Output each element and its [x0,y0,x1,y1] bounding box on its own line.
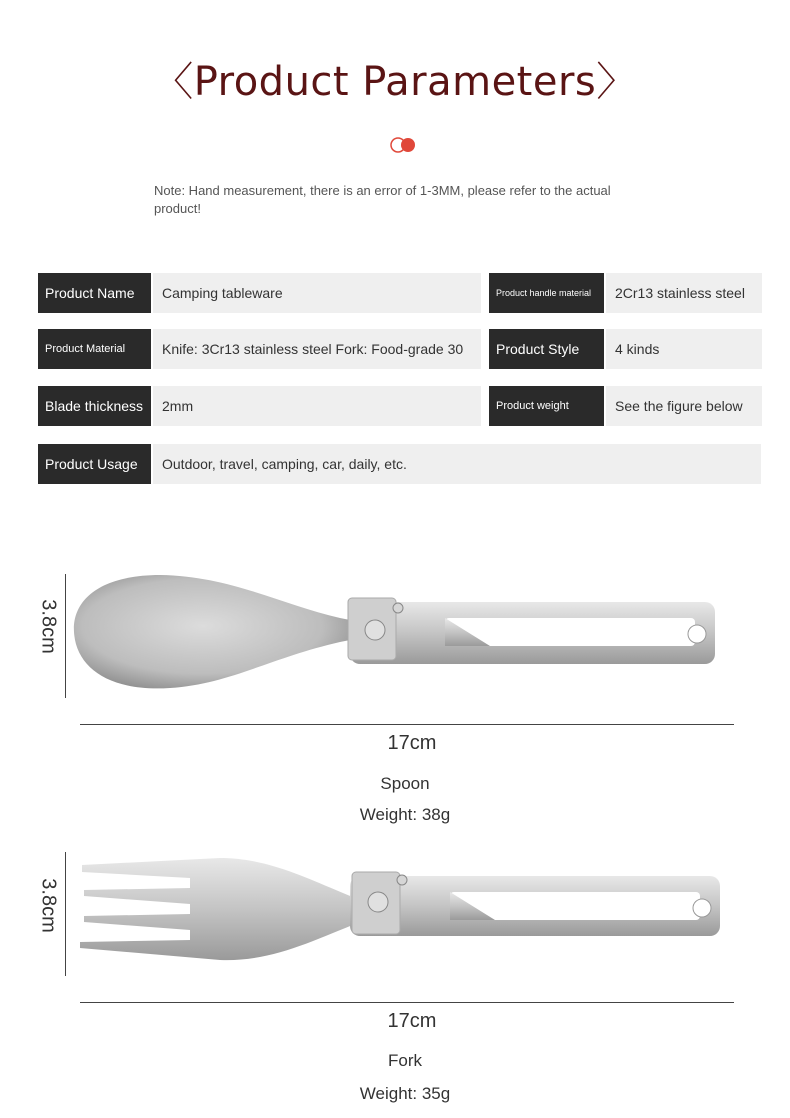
spoon-image [70,570,730,700]
spoon-weight: Weight: 38g [359,805,451,824]
value-product-style: 4 kinds [606,329,762,369]
label-product-material: Product Material [38,329,151,369]
value-product-usage: Outdoor, travel, camping, car, daily, etc. [153,444,761,484]
label-product-weight: Product weight [489,386,604,426]
fork-height-line [65,852,66,976]
spoon-length-line [80,724,734,725]
param-row-product-usage [38,444,761,484]
spoon-height-line [65,574,66,698]
param-row-product-weight [489,386,762,426]
param-row-blade-thickness [38,386,481,426]
value-handle-material: 2Cr13 stainless steel [606,273,762,313]
label-product-usage: Product Usage [38,444,151,484]
fork-image [70,850,730,970]
param-row-product-name [38,273,481,313]
spoon-height-label: 3.8cm [37,599,60,654]
fork-name: Fork [388,1051,422,1070]
spoon-length-label: 17cm [387,732,437,754]
value-blade-thickness: 2mm [153,386,481,426]
label-handle-material: Product handle material [489,273,604,313]
label-product-style: Product Style [489,329,604,369]
fork-weight: Weight: 35g [359,1084,451,1103]
decorative-dots-icon [389,136,419,156]
value-product-name: Camping tableware [153,273,481,313]
label-product-name: Product Name [38,273,151,313]
param-row-product-material [38,329,481,369]
page-title: 〈Product Parameters〉 [153,59,637,105]
fork-length-label: 17cm [387,1010,437,1032]
label-blade-thickness: Blade thickness [38,386,151,426]
value-product-material: Knife: 3Cr13 stainless steel Fork: Food-grade 30 [153,329,481,369]
fork-length-line [80,1002,734,1003]
spoon-name: Spoon [380,774,430,793]
value-product-weight: See the figure below [606,386,762,426]
fork-height-label: 3.8cm [37,878,60,933]
measurement-note: Note: Hand measurement, there is an error of 1-3MM, please refer to the actual product! [154,183,611,216]
param-row-handle-material [489,273,762,313]
param-row-product-style [489,329,762,369]
